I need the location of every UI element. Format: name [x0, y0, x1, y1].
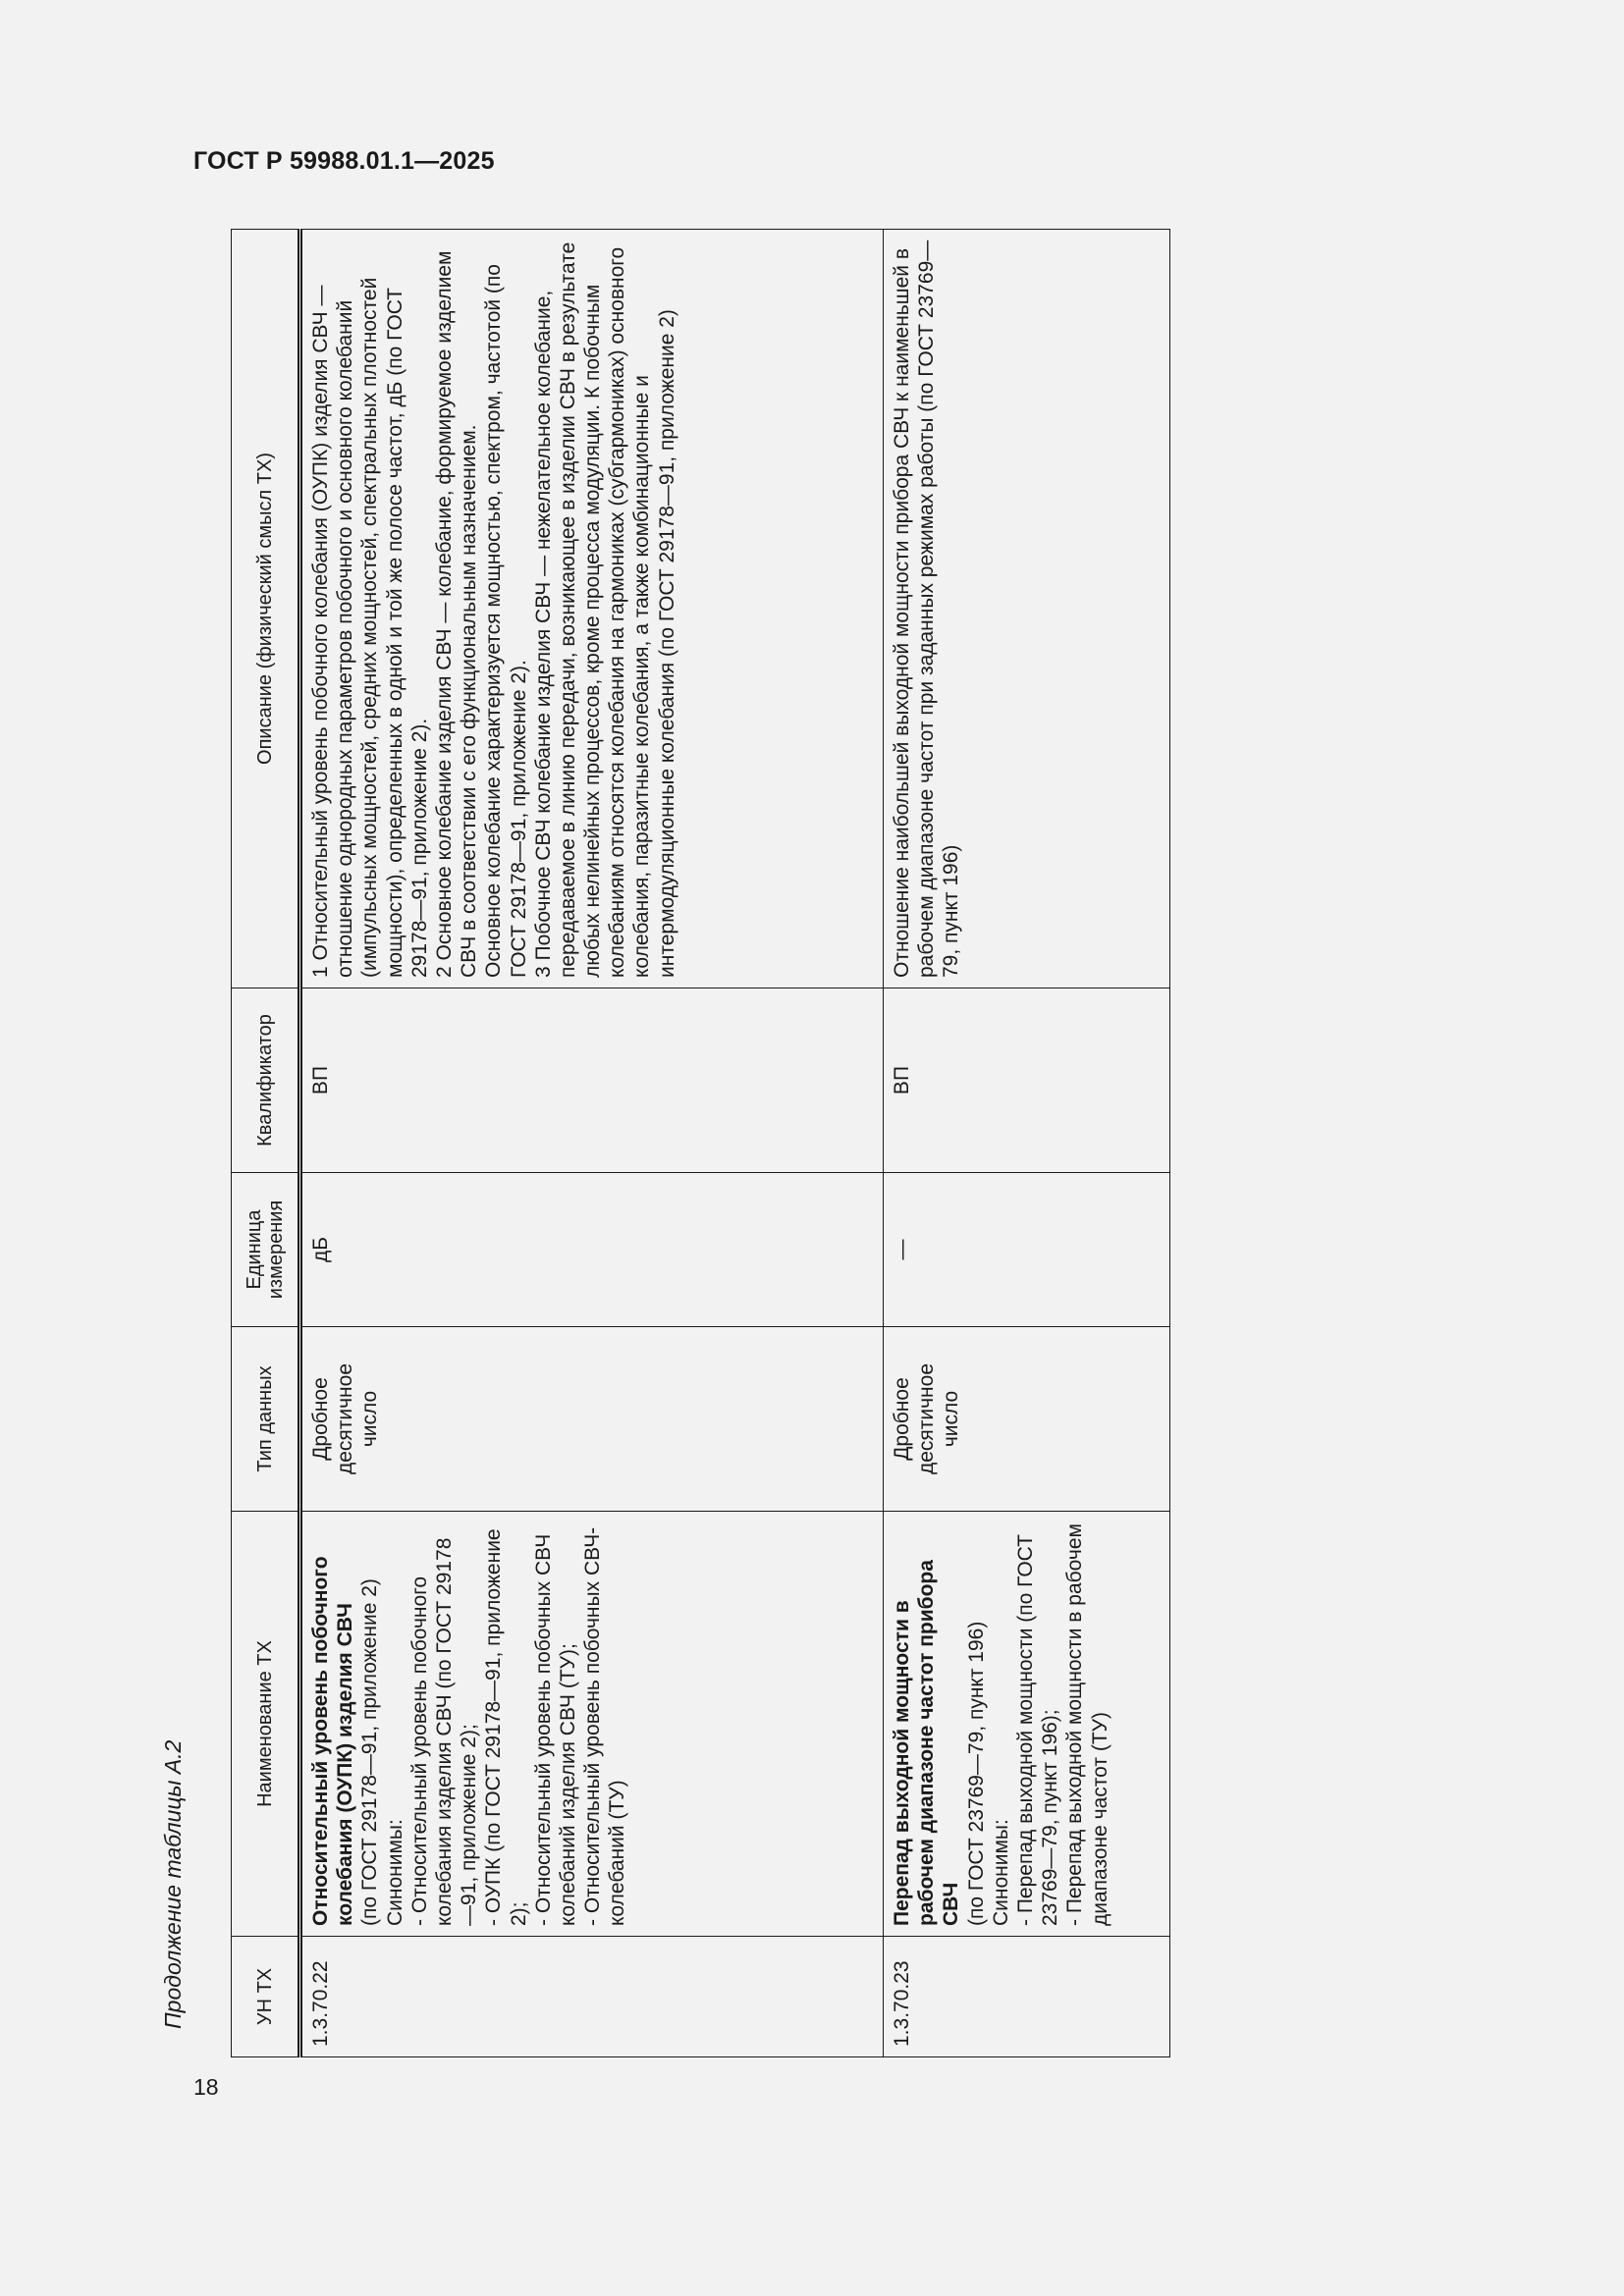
name-line: - Относительный уровень побочных СВЧ колебаний изделия СВЧ (ТУ); [531, 1533, 579, 1926]
table-header-row [232, 230, 300, 2057]
cell-description [300, 230, 884, 988]
column-header-description: Описание (физический смысл ТХ) [232, 230, 300, 988]
cell-data-type: Дробное десятичное число [884, 1327, 1170, 1512]
name-line: - Перепад выходной мощности в рабочем диапазоне частот (ТУ) [1063, 1523, 1111, 1926]
description-line: 1 Относительный уровень побочного колебания (ОУПК) изделия СВЧ — отношение однородных параметров побочного и основного колебаний (импульсных мощностей, средних мощностей, спектральных плотностей мощности), определенных в одной и той же полосе частот, дБ (по ГОСТ 29178—91, приложение 2). [309, 277, 431, 978]
cell-unit: — [884, 1173, 1170, 1327]
cell-qualifier: ВП [884, 988, 1170, 1173]
name-line: Синонимы: [383, 1819, 406, 1926]
name-line: - Относительный уровень побочного колебания изделия СВЧ (по ГОСТ 29178—91, приложение 2); [407, 1537, 481, 1926]
column-header-data-type: Тип данных [232, 1327, 300, 1512]
name-line: (по ГОСТ 29178—91, приложение 2) [358, 1578, 382, 1926]
column-header-id: УН ТХ [232, 1937, 300, 2057]
name-line: (по ГОСТ 23769—79, пункт 196) [964, 1621, 988, 1926]
column-header-name: Наименование ТХ [232, 1512, 300, 1937]
cell-qualifier: ВП [300, 988, 884, 1173]
column-header-unit: Единица измерения [232, 1173, 300, 1327]
rotated-table-container [231, 230, 1170, 2057]
name-line: - ОУПК (по ГОСТ 29178—91, приложение 2); [482, 1528, 530, 1926]
table-row [884, 230, 1170, 2057]
cell-id: 1.3.70.23 [884, 1937, 1170, 2057]
specification-table [231, 229, 1170, 2057]
cell-name [300, 1512, 884, 1937]
table-caption: Продолжение таблицы А.2 [160, 1739, 186, 2029]
document-header: ГОСТ Р 59988.01.1—2025 [193, 147, 495, 175]
name-line: - Перепад выходной мощности (по ГОСТ 23769—79, пункт 196); [1013, 1534, 1062, 1926]
description-line: Отношение наибольшей выходной мощности прибора СВЧ к наименьшей в рабочем диапазоне частот при заданных режимах работы (по ГОСТ 23769—79, пункт 196) [891, 240, 963, 978]
name-line: - Относительный уровень побочных СВЧ-колебаний (ТУ) [581, 1526, 629, 1926]
description-line: Основное колебание характеризуется мощностью, спектром, частотой (по ГОСТ 29178—91, приложение 2). [482, 264, 530, 978]
cell-unit: дБ [300, 1173, 884, 1327]
cell-id: 1.3.70.22 [300, 1937, 884, 2057]
description-line: 2 Основное колебание изделия СВЧ — колебание, формируемое изделием СВЧ в соответствии с его функциональным назначением. [432, 250, 481, 978]
name-title: Относительный уровень побочного колебания (ОУПК) изделия СВЧ [309, 1556, 357, 1926]
page-number: 18 [193, 2074, 219, 2100]
name-title: Перепад выходной мощности в рабочем диапазоне частот прибора СВЧ [891, 1560, 963, 1926]
cell-description [884, 230, 1170, 988]
name-line: Синонимы: [989, 1819, 1012, 1926]
column-header-qualifier: Квалификатор [232, 988, 300, 1173]
table-row [300, 230, 884, 2057]
cell-name [884, 1512, 1170, 1937]
cell-data-type: Дробное десятичное число [300, 1327, 884, 1512]
description-line: 3 Побочное СВЧ колебание изделия СВЧ — нежелательное колебание, передаваемое в линию передачи, возникающее в изделии СВЧ в результате любых нелинейных процессов, кроме процесса модуляции. К побочным колебаниям относятся колебания на гармониках (субгармониках) основного колебания, паразитные колебания, а также комбинационные и интермодуляционные колебания (по ГОСТ 29178—91, приложение 2) [531, 241, 678, 978]
